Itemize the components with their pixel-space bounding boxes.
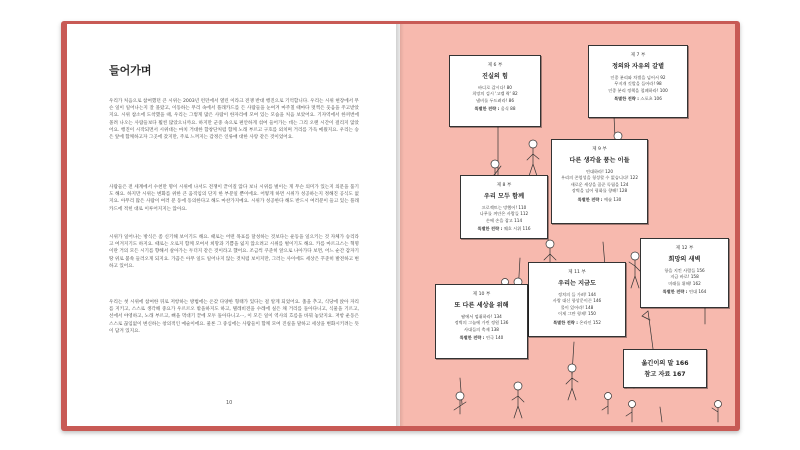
sign-part-label: 제 8 부 [496,183,512,188]
sign-part-label: 제 7 부 [630,53,646,58]
sign-part-name: 정의와 자유의 갈볕 [611,63,665,70]
sign-part-label: 제 9 부 [592,147,607,152]
sign-part-10 [435,284,528,359]
sign-part-name: 다른 생각을 품는 이들 [569,157,630,164]
left-page [67,24,400,426]
paragraph-1: 우리가 처음으로 참여했던 큰 시위는 2003년 런던에서 열린 이라크 전쟁 반대 행진으로 기억합니다. 우리는 시위 현장에서 무슨 일이 일어나는지 잘 몰랐고, 이동하는 무리 속에서 플래카드를 든 사람들을 눈여겨 마주칠 때마다 멋쩍은 웃음을 주고받았지요. 시위 참소에 도착했을 때, 우리는 그렇게 많은 사람이 한자리에 모여 있는 모습을 처음 보았어요. 기자역에서 한꺼번에 몰려 나오는 사람들보다 훨씬 많았으니까요. 하지만 군중 속으로 편안하게 섞여 들어가는 데는 그리 오랜 시간이 걸리지 않았어요. 행진이 시작되면서 시위대는 마치 거대한 합창단처럼 함께 노래 부르고 구호를 외치며 거리를 가득 메웠지요. 우리는 승은 앞에 함께하고자 그곳에 갔지만, 주로 느껴지는 감정은 인류애 대한 사랑 같은 것이었어요. [109,99,359,141]
sign-part-12 [640,238,729,308]
paragraph-3: 시위가 일어나는 방식은 좀 신기해 보이기도 해요. 때로는 어떤 목표를 달성하는 것보다는 운동을 일으키는 것 자체가 승리라고 여겨지기도 하지요. 때로는 오로지 함께 모여서 희망과 기쁨을 잃지 않으려고 시위를 벌이기도 해요. 카를 마르크스는 혁명이란 거의 모든 시기를 향해서 살아가는 두더지 같은 것이라고 했어요. 조금씩 쿠준히 앞으로 나아가다 보면, 어느 순간 갑자기 땅 위로 불쑥 들러오게 되지요. 가끔은 아무 일도 일어나지 않는 것처럼 보이지만, 그러는 사이에도 세상은 꾸준히 발전하고 변하고 있어요. [109,235,359,269]
sign-part-11 [528,262,626,337]
sign-part-name: 우리는 지금도 [557,280,597,287]
sign-special: 특별한 전략 : 연대 164 [662,289,707,295]
sign-item: 무지개 깃발을 들어라! 98 [614,81,662,87]
sign-special: 특별한 전략 : 퀘흐 시위 116 [477,226,531,232]
sign-part-name: 희망의 새벽 [668,256,701,263]
sign-part-label: 제 12 부 [675,246,694,251]
sign-special: 특별한 전략 : 온라인 152 [553,319,601,325]
sign-item: 사랑 대신 항상문이끈 146 [552,298,602,304]
sign-item: 지금 바로! 158 [670,274,699,280]
sign-item: 정벽의 그늘에 가린 정원 136 [454,320,509,326]
sign-part-label: 제 6 부 [487,63,503,68]
sign-item: 바디로 갑시다! 80 [478,85,512,90]
sign-special: 특별한 전략 : 예술 130 [577,196,622,202]
paragraph-2: 사람들은 전 세계에서 수천만 명이 시위에 나서도 전쟁이 끝이질 않다 보니 시위를 벌이는 게 무슨 의미가 있는지 의문을 품기도 해요. 하지만 시위는 변화를 위한 큰 움직임의 단지 한 부분일 뿐이에요. 어떻게 하면 시위가 성공하는지 정해진 공식도 없지요. 아무리 많은 사람이 여러 분 동에 동의한다고 해도 마찬가지예요. 시위가 성공한다 해도 반드시 여러분이 들고 있는 플래카드에 적힌 대로 이루어지지는 않아요. [109,185,359,212]
book-gutter [396,24,404,426]
sign-part-label: 제 11 부 [568,270,586,275]
sign-translator-note: 옮긴이의 말 166 [641,360,689,367]
sign-part-name: 또 다른 세상을 위해 [454,302,509,309]
sign-item: 나무를 껴안은 사람들 112 [479,211,529,217]
sign-references: 참고 자료 167 [644,371,686,378]
sign-part-8 [460,175,548,239]
sign-item: 냄비를 두드려라! 86 [476,97,514,103]
sign-special: 특별한 전략 : 음식 88 [474,106,516,112]
sign-item: 항을 지킨 사람들 156 [664,268,705,273]
sign-item: 인종 분리 정책을 철폐하라! 100 [608,87,668,93]
sign-item: 프로젝트는 망했어! 110 [481,205,527,210]
sign-part-name: 우리 모두 함께 [483,193,525,200]
sign-item: 장벽을 넘어 평화를 향해! 128 [571,188,628,194]
sign-special: 특별한 전략 : 스포츠 106 [614,96,662,102]
sign-part-name: 진실의 힘 [481,73,509,80]
sign-appendix [623,349,707,388]
sign-item: 물이 있어라! 148 [560,304,594,310]
sign-special: 특별한 전략 : 연극 140 [459,335,504,341]
sign-item: 연대하라! 120 [585,169,614,174]
paragraph-4: 우리는 첫 시위에 참여한 뒤로 저항하는 방법에는 온갖 다양한 형태가 있다는 걸 알게 되었어요. 춤을 추고, 식당에 앉아 자리를 지키고, 스스로 생각해 중요가 우르르오 밖을하지도 하고, 텔레비전을 수레에 실은 채 거리를 돌아다니고, 식물을 기르고, 선에서 야영하고, 노래 부르고, 뼈을 먹대기 끝에 모두 돌아다니고⋯, 이 모든 일이 역사의 흐름을 바꿔 놓았지요. 저항 운동은 스스로 끊임없이 변신하는 창의적인 예술이에요. 물론 그 중심에는 사람들이 함께 모여 진실을 말하고 세상을 변화시키려는 뜻이 담겨 있지요. [109,300,359,334]
sign-item: 인종 분리와 차별을 넘어서 92 [610,75,666,80]
sign-item: 사대들의 축제 138 [464,326,499,332]
sign-part-label: 제 10 부 [472,292,491,297]
sign-item: 이제 그만 형제! 150 [558,311,596,317]
sign-item: 우리의 존엄성을 청성할 수 없습니다! 122 [560,175,638,181]
sign-item: 미래를 위해! 162 [668,280,701,286]
sign-item: 정치의 들 가려! 144 [558,292,596,297]
page-number: 10 [226,400,233,406]
sign-part-9 [551,139,648,224]
sign-part-6 [449,55,541,127]
page-title: 들어가며 [109,64,152,77]
sign-part-7 [588,45,688,118]
sign-item: 희망의 검시 '고렙 락' 82 [472,91,518,97]
sign-item: 팜에서 멈춰하라! 134 [461,314,502,319]
sign-item: 새로운 세상을 꿈꾼 독립을 124 [570,181,629,187]
sign-item: 손에 손을 잡고 114 [485,217,523,223]
